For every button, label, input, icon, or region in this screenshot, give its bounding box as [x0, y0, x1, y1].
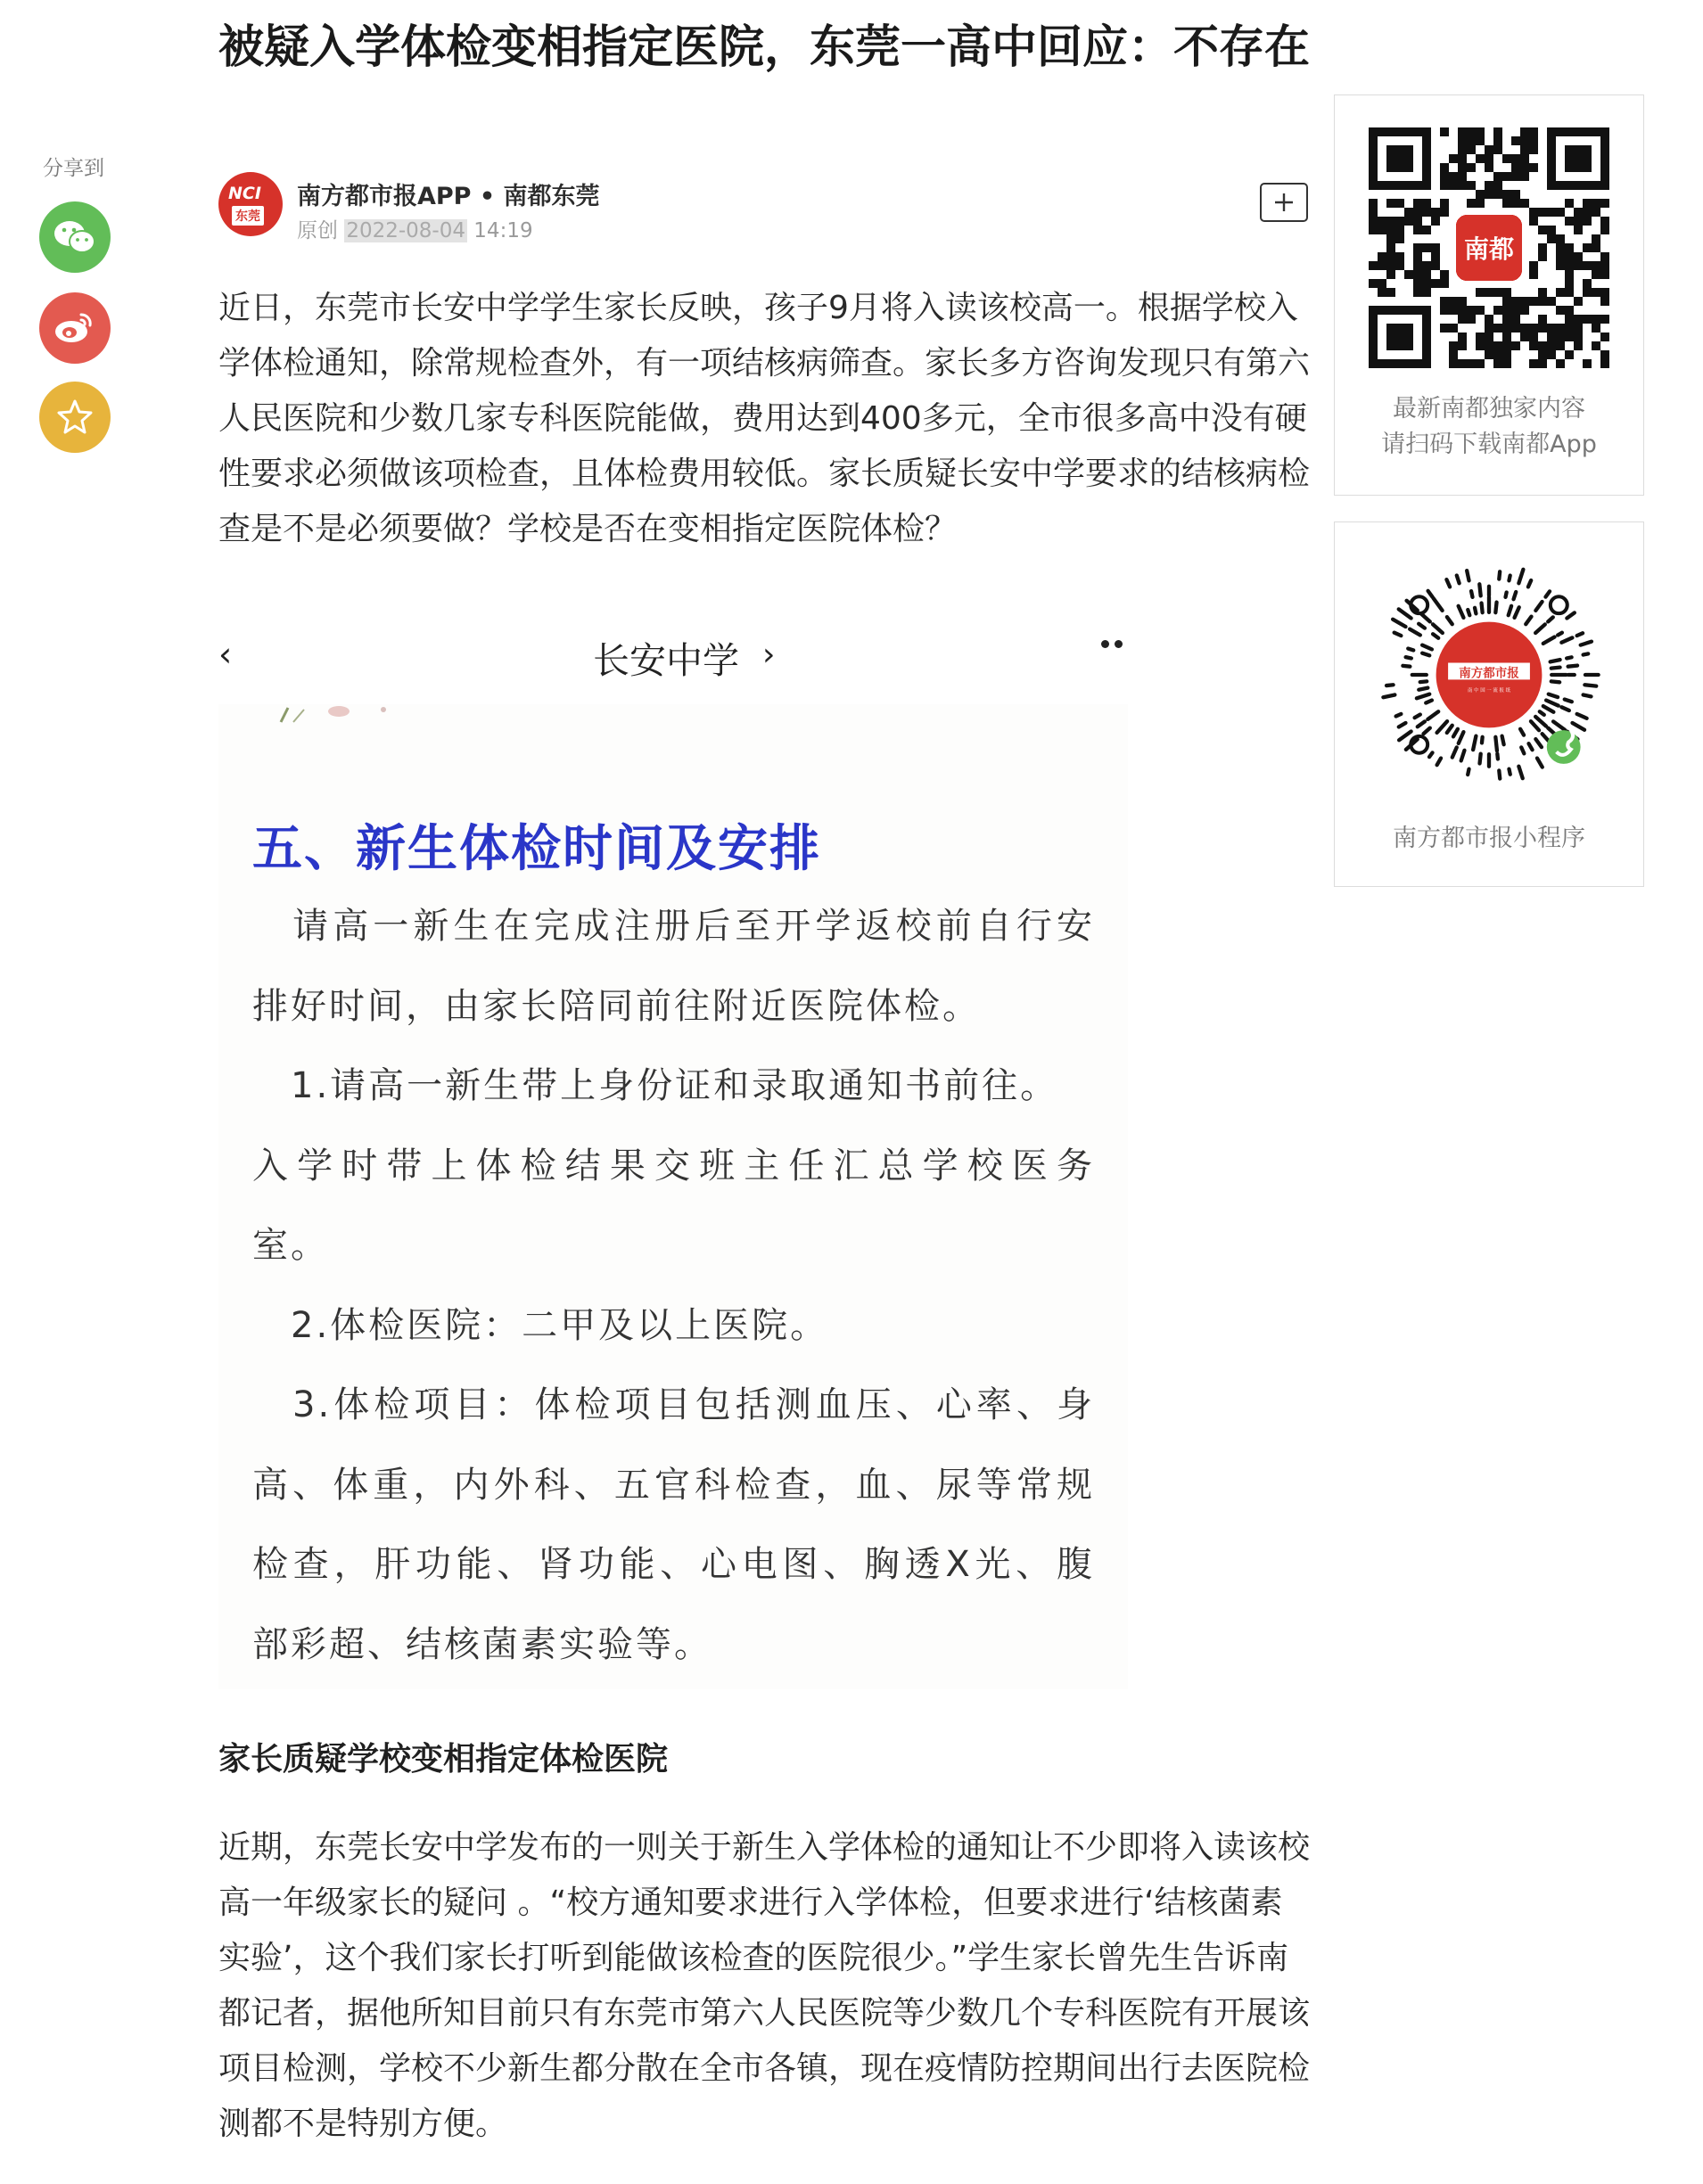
flower-decoration-icon [272, 704, 415, 724]
section-subheading: 家长质疑学校变相指定体检医院 [218, 1741, 669, 1778]
avatar-mark: NCI [228, 184, 261, 203]
qr-caption-1: 最新南都独家内容 [1393, 395, 1585, 423]
share-wechat-button[interactable] [39, 201, 111, 273]
share-label: 分享到 [43, 157, 104, 180]
publish-date: 2022-08-04 [346, 219, 465, 242]
embed-chevron-icon: › [762, 636, 776, 673]
wechat-icon [53, 218, 97, 256]
favorite-button[interactable] [39, 382, 111, 453]
embed-line: 部彩超、结核菌素实验等。 [252, 1623, 712, 1665]
qr-center-label: 南都 [1463, 234, 1515, 264]
article-paragraph-2: 近期，东莞长安中学发布的一则关于新生入学体检的通知让不少即将入读该校高一年级家长的疑问 。“校方通知要求进行入学体检，但要求进行‘结核菌素实验’，这个我们家长打听到能做该检查的医院很少。”学生家长曾先生告诉南都记者，据他所知目前只有东莞市第六人民医院等少数几个专科医院有开展该项目检测，学校不少新生都分散在全市各镇，现在疫情防控期间出行去医院检测都不是特别方便。 [218, 1829, 1311, 2142]
embed-line: 3.体检项目：体检项目包括测血压、心率、身 [252, 1384, 1095, 1425]
embed-text [252, 887, 1095, 1685]
embed-line: 入学时带上体检结果交班主任汇总学校医务 [252, 1145, 1095, 1186]
source-avatar[interactable] [218, 172, 283, 236]
mini-center-sub: 南 中 国 一 流 报 纸 [1467, 687, 1511, 694]
embed-line: 检查，肝功能、肾功能、心电图、胸透X光、腹 [252, 1544, 1095, 1585]
app-qr-code-icon[interactable] [1369, 127, 1609, 368]
app-download-card [1334, 94, 1644, 496]
mini-program-caption: 南方都市报小程序 [1393, 825, 1585, 852]
embed-line: 2.体检医院：二甲及以上医院。 [252, 1304, 829, 1346]
star-icon [55, 398, 95, 437]
embed-line: 排好时间，由家长陪同前往附近医院体检。 [252, 985, 981, 1027]
embed-line: 高、体重，内外科、五官科检查，血、尿等常规 [252, 1464, 1095, 1506]
embed-heading: 五、新生体检时间及安排 [252, 820, 821, 878]
avatar-tag: 东莞 [232, 206, 264, 226]
share-weibo-button[interactable] [39, 292, 111, 364]
embed-back-icon: ‹ [218, 635, 233, 674]
embed-line: 室。 [252, 1225, 329, 1266]
plus-icon [1273, 192, 1295, 213]
article-title: 被疑入学体检变相指定医院，东莞一高中回应：不存在 [218, 21, 1311, 74]
embed-body [218, 704, 1128, 1689]
article-paragraph-1: 近日，东莞市长安中学学生家长反映，孩子9月将入读该校高一。根据学校入学体检通知，除常规检查外，有一项结核病筛查。家长多方咨询发现只有第六人民医院和少数几家专科医院能做，费用达到400多元，全市很多高中没有硬性要求必须做该项检查，且体检费用较低。家长质疑长安中学要求的结核病检查是不是必须要做？学校是否在变相指定医院体检？ [218, 290, 1311, 547]
source-name[interactable]: 南方都市报APP • 南都东莞 [297, 183, 600, 210]
embed-line: 请高一新生在完成注册后至开学返校前自行安 [252, 906, 1095, 947]
origin-label: 原创 [297, 219, 338, 242]
embed-title: 长安中学 [593, 639, 739, 682]
mini-center-label: 南方都市报 [1459, 666, 1519, 681]
publish-time: 14:19 [473, 219, 533, 242]
embed-line: 1.请高一新生带上身份证和录取通知书前往。 [252, 1065, 1059, 1106]
qr-caption-2: 请扫码下载南都App [1381, 431, 1597, 458]
follow-button[interactable] [1260, 183, 1308, 222]
embedded-screenshot [218, 606, 1128, 1689]
weibo-icon [53, 309, 97, 347]
embed-more-icon [1101, 635, 1131, 653]
embed-header [218, 606, 1128, 704]
mini-program-card [1334, 521, 1644, 887]
article-meta [297, 214, 533, 243]
mini-program-code-icon[interactable] [1369, 554, 1609, 795]
